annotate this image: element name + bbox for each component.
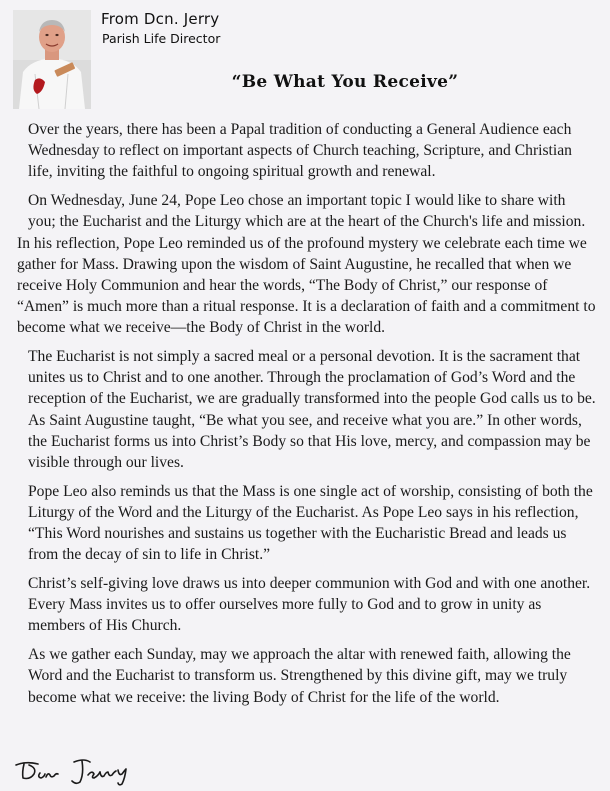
author-name: From Dcn. Jerry [101,10,220,28]
paragraph: On Wednesday, June 24, Pope Leo chose an important topic I would like to share with you; the Eucharist and the Liturgy which are at the heart of the Church's life and mission. [28,192,586,231]
signature-drawing [14,756,149,786]
author-role: Parish Life Director [102,31,221,46]
paragraph: In his reflection, Pope Leo reminded us of the profound mystery we celebrate each time we gather for Mass. Drawing upon the wisdom of Saint Augustine, he recalled that when we receive Holy Communion and hear the words, “The Body of Christ,” our response of “Amen” is much more than a ritual response. It is a declaration of faith and a commitment to become what we receive—the Body of Christ in the world. [17,234,596,337]
article-title: “Be What You Receive” [231,72,459,92]
signature [14,756,149,786]
paragraph: The Eucharist is not simply a sacred meal or a personal devotion. It is the sacrament that unites us to Christ and to one another. Through the proclamation of God’s Word and the reception of the Eucharist, we are gradually transformed into the people God calls us to be. As Saint Augustine taught, “Be what you see, and receive what you are.” In other words, the Eucharist forms us into Christ’s Body so that His love, mercy, and compassion may be visible through our lives. [28,348,596,472]
paragraph: Over the years, there has been a Papal tradition of conducting a General Audience each Wednesday to reflect on important aspects of Church teaching, Scripture, and Christian life, inviting the faithful to ongoing spiritual growth and renewal. [28,121,572,181]
paragraph: Christ’s self-giving love draws us into deeper communion with God and with one another. Every Mass invites us to offer ourselves more fully to God and to grow in unity as members of His Church. [28,575,591,635]
paragraph: As we gather each Sunday, may we approach the altar with renewed faith, allowing the Word and the Eucharist to transform us. Strengthened by this divine gift, may we truly become what we receive: the living Body of Christ for the life of the world. [28,646,571,706]
author-portrait-image [13,10,91,109]
article-body [17,119,597,715]
paragraph: Pope Leo also reminds us that the Mass is one single act of worship, consisting of both the Liturgy of the Word and the Liturgy of the Eucharist. As Pope Leo says in his reflection, “This Word nourishes and sustains us together with the Eucharistic Bread and leads us from the decay of sin to life in Christ.” [28,482,593,564]
author-photo [13,10,91,109]
